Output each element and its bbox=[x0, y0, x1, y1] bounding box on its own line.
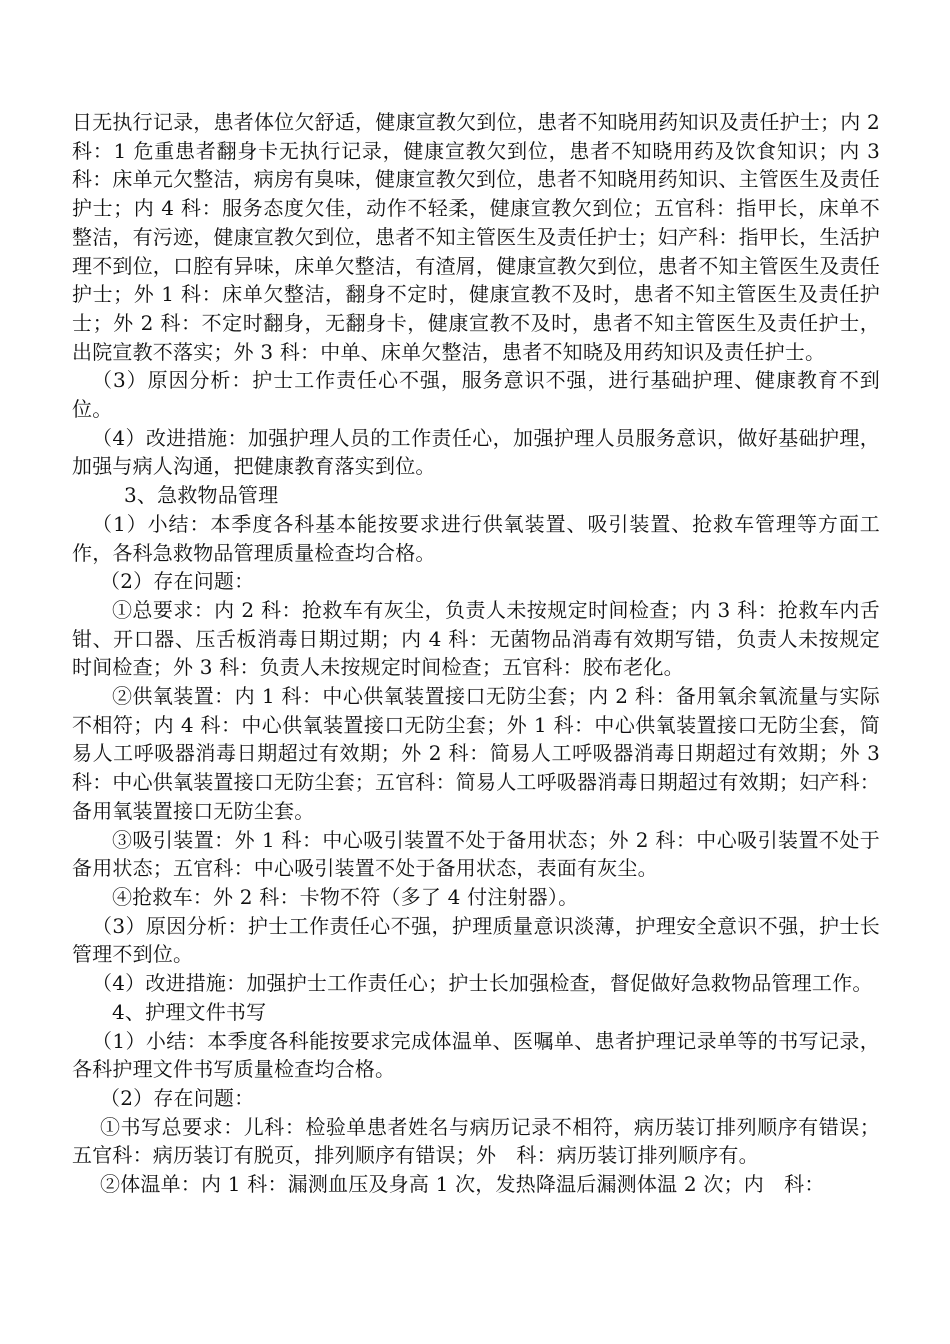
section-heading-nursing-documents: 4、护理文件书写 bbox=[112, 999, 267, 1024]
paragraph-writing-requirements: ①书写总要求：儿科：检验单患者姓名与病历记录不相符，病历装订排列顺序有错误；五官科：病历装订有脱页，排列顺序有错误；外 科：病历装订排列顺序有。 bbox=[72, 1114, 880, 1168]
paragraph-oxygen-supply: ②供氧装置：内 1 科：中心供氧装置接口无防尘套；内 2 科：备用氧余氧流量与实际不相符；内 4 科：中心供氧装置接口无防尘套；外 1 科：中心供氧装置接口无防尘套，简易人工呼吸器消毒日期超过有效期；外 2 科：简易人工呼吸器消毒日期超过有效期；外 3 科：中心供氧装置接口无防尘套；五官科：简易人工呼吸器消毒日期超过有效期；妇产科：备用氧装置接口无防尘套。 bbox=[72, 684, 880, 823]
paragraph-suction-device: ③吸引装置：外 1 科：中心吸引装置不处于备用状态；外 2 科：中心吸引装置不处于备用状态；五官科：中心吸引装置不处于备用状态，表面有灰尘。 bbox=[72, 827, 880, 881]
document-page bbox=[72, 108, 880, 1199]
paragraph-existing-problems-heading: （2）存在问题： bbox=[100, 569, 255, 594]
paragraph-temperature-chart: ②体温单：内 1 科：漏测血压及身高 1 次，发热降温后漏测体温 2 次；内 科： bbox=[100, 1172, 825, 1197]
paragraph-improvement-measures-2: （4）改进措施：加强护士工作责任心；护士长加强检查，督促做好急救物品管理工作。 bbox=[92, 971, 873, 996]
paragraph-improvement-measures: （4）改进措施：加强护理人员的工作责任心，加强护理人员服务意识，做好基础护理，加强与病人沟通，把健康教育落实到位。 bbox=[72, 425, 880, 479]
paragraph-summary-emergency: （1）小结：本季度各科基本能按要求进行供氧装置、吸引装置、抢救车管理等方面工作，各科急救物品管理质量检查均合格。 bbox=[72, 511, 880, 565]
paragraph-cause-analysis: （3）原因分析：护士工作责任心不强，服务意识不强，进行基础护理、健康教育不到位。 bbox=[72, 368, 880, 422]
paragraph-nursing-issues: 日无执行记录，患者体位欠舒适，健康宣教欠到位，患者不知晓用药知识及责任护士；内 2 科：1 危重患者翻身卡无执行记录，健康宣教欠到位，患者不知晓用药及饮食知识；内 3 科：床单元欠整洁，病房有臭味，健康宣教欠到位，患者不知晓用药知识、主管医生及责任护士；内 4 科：服务态度欠佳，动作不轻柔，健康宣教欠到位；五官科：指甲长，床单不整洁，有污迹，健康宣教欠到位，患者不知主管医生及责任护士；妇产科：指甲长，生活护理不到位，口腔有异味，床单欠整洁，有渣屑，健康宣教欠到位，患者不知主管医生及责任护士；外 1 科：床单欠整洁，翻身不定时，健康宣教不及时，患者不知主管医生及责任护士；外 2 科：不定时翻身，无翻身卡，健康宣教不及时，患者不知主管医生及责任护士，出院宣教不落实；外 3 科：中单、床单欠整洁，患者不知晓及用药知识及责任护士。 bbox=[72, 110, 880, 364]
paragraph-summary-documents: （1）小结：本季度各科能按要求完成体温单、医嘱单、患者护理记录单等的书写记录，各科护理文件书写质量检查均合格。 bbox=[72, 1028, 880, 1082]
paragraph-existing-problems-heading-2: （2）存在问题： bbox=[100, 1085, 255, 1110]
paragraph-rescue-cart: ④抢救车：外 2 科：卡物不符（多了 4 付注射器）。 bbox=[112, 884, 579, 909]
section-heading-emergency-supplies: 3、急救物品管理 bbox=[124, 483, 279, 508]
paragraph-general-requirements: ①总要求：内 2 科：抢救车有灰尘，负责人未按规定时间检查；内 3 科：抢救车内舌钳、开口器、压舌板消毒日期过期；内 4 科：无菌物品消毒有效期写错，负责人未按规定时间检查；外 3 科：负责人未按规定时间检查；五官科：胶布老化。 bbox=[72, 597, 880, 680]
paragraph-cause-analysis-2: （3）原因分析：护士工作责任心不强，护理质量意识淡薄，护理安全意识不强，护士长管理不到位。 bbox=[72, 913, 880, 967]
